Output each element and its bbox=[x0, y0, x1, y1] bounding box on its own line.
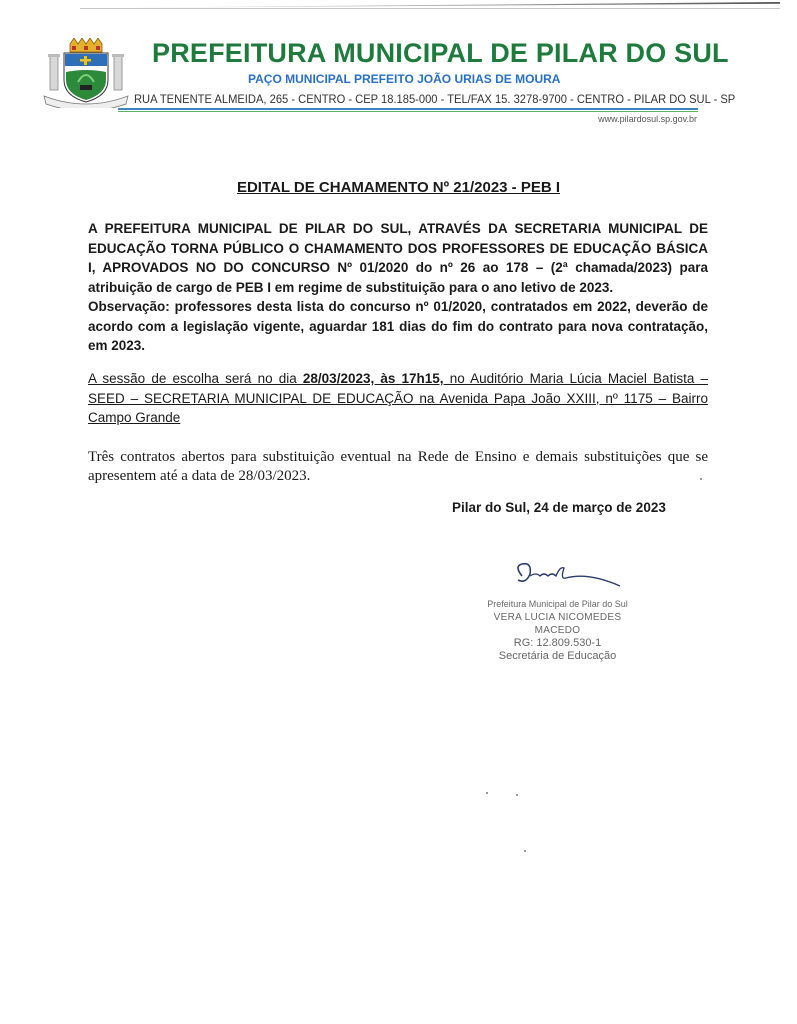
session-date-time: 28/03/2023, às 17h15, bbox=[302, 371, 444, 386]
header-website: www.pilardosul.sp.gov.br bbox=[598, 114, 697, 124]
header-title: PREFEITURA MUNICIPAL DE PILAR DO SUL bbox=[152, 38, 729, 68]
header-rule-green bbox=[118, 111, 698, 112]
contracts-paragraph: Três contratos abertos para substituição eventual na Rede de Ensino e demais substituições que se apresentem até a data de 28/03/2023. bbox=[88, 449, 708, 484]
document-title: EDITAL DE CHAMAMENTO Nº 21/2023 - PEB I bbox=[236, 179, 561, 196]
stamp-rg: RG: 12.809.530-1 bbox=[513, 637, 602, 649]
header-address: RUA TENENTE ALMEIDA, 265 - CENTRO - CEP 18.185-000 - TEL/FAX 15. 3278-9700 - CENTRO - PILAR DO SUL - SP bbox=[134, 92, 736, 106]
stamp-role: Secretária de Educação bbox=[498, 650, 617, 662]
place-and-date: Pilar do Sul, 24 de março de 2023 bbox=[452, 500, 666, 515]
official-stamp bbox=[470, 598, 645, 663]
municipal-crest-icon bbox=[40, 38, 132, 108]
scan-speck bbox=[524, 850, 526, 852]
session-prefix: A sessão de escolha será no dia bbox=[88, 371, 303, 386]
stamp-institution: Prefeitura Municipal de Pilar do Sul bbox=[487, 599, 628, 609]
scan-speck bbox=[700, 478, 702, 480]
announcement-paragraph: A PREFEITURA MUNICIPAL DE PILAR DO SUL, ATRAVÉS DA SECRETARIA MUNICIPAL DE EDUCAÇÃO TORNA PÚBLICO O CHAMAMENTO DOS PROFESSORES DE EDUCAÇÃO BÁSICA I, APROVADOS NO DO CONCURSO Nº 01/2020 do nº 26 ao 178 – (2ª chamada/2023) para atribuição de cargo de PEB I em regime de substituição para o ano letivo de 2023. bbox=[88, 221, 708, 295]
stamp-name: VERA LUCIA NICOMEDES MACEDO bbox=[493, 612, 622, 636]
scan-speck bbox=[516, 794, 518, 796]
scan-artifact-line bbox=[80, 8, 780, 9]
header-subtitle: PAÇO MUNICIPAL PREFEITO JOÃO URIAS DE MOURA bbox=[248, 72, 561, 86]
session-paragraph bbox=[88, 369, 708, 428]
observation-paragraph: Observação: professores desta lista do concurso nº 01/2020, contratados em 2022, deverão de acordo com a legislação vigente, aguardar 181 dias do fim do contrato para nova contratação, em 2023. bbox=[88, 299, 708, 353]
session-location: no Auditório Maria Lúcia Maciel Batista – SEED – SECRETARIA MUNICIPAL DE EDUCAÇÃO na Avenida Papa João XXIII, nº 1175 – Bairro Campo Grande bbox=[88, 371, 708, 425]
signature-icon bbox=[508, 562, 628, 598]
header-rule-blue bbox=[118, 108, 698, 110]
scan-speck bbox=[486, 792, 488, 794]
